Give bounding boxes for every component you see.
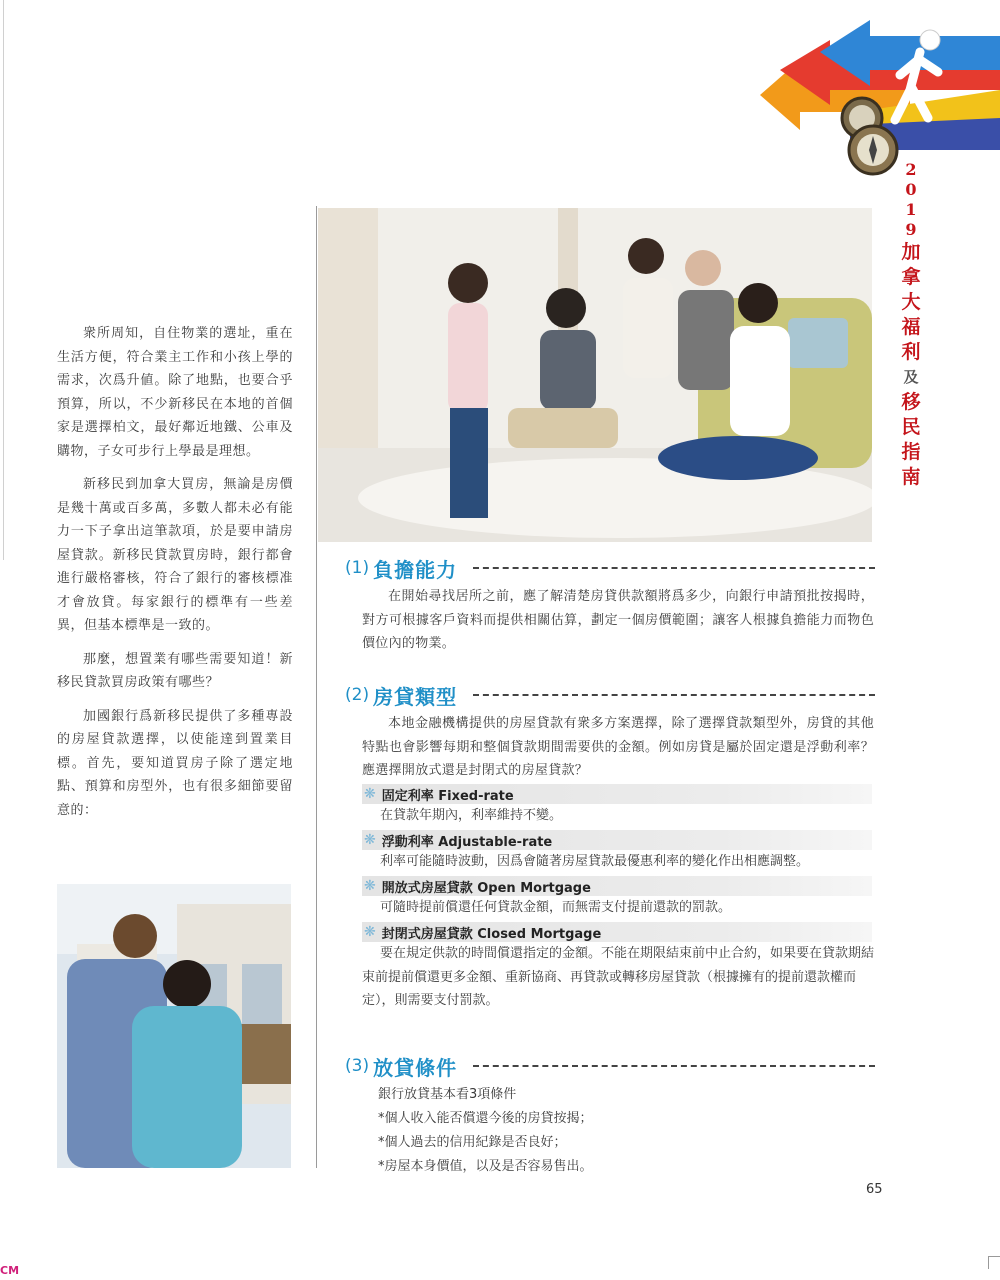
dashed-rule: [473, 567, 875, 569]
side-title-char: 民: [901, 416, 921, 438]
section-1-body: [362, 585, 874, 656]
section-2-heading: [345, 680, 875, 710]
side-year-digit: 2: [905, 160, 917, 179]
side-title-char: 移: [901, 391, 921, 413]
family-photo: [318, 208, 872, 542]
page-number: 65: [866, 1182, 883, 1197]
loan-type-label: 浮動利率 Adjustable-rate: [381, 834, 553, 850]
loan-type-desc: 要在規定供款的時間償還指定的金額。不能在期限結束前中止合約，如果要在貸款期結束前提前償還更多金額、重新協商、再貸款或轉移房屋貸款（根據擁有的提前還款權而定），則需要支付罰款。: [362, 946, 875, 1008]
left-paragraph: 新移民到加拿大買房，無論是房價是幾十萬或百多萬，多數人都未必有能力一下子拿出這筆款項，於是要申請房屋貸款。新移民貸款買房時，銀行都會進行嚴格審核，符合了銀行的審核標准才會放貸。每家銀行的標準有一些差異，但基本標準是一致的。: [57, 477, 293, 633]
print-mark-text: CM: [0, 1264, 20, 1277]
star-bullet-icon: ❋: [364, 786, 376, 802]
loan-type-label: 開放式房屋貸款 Open Mortgage: [381, 880, 591, 896]
star-bullet-icon: ❋: [364, 832, 376, 848]
side-title: [898, 160, 924, 490]
side-title-char: 拿: [901, 266, 921, 288]
section-number: (1): [345, 558, 370, 578]
section-paragraph: 本地金融機構提供的房屋貸款有衆多方案選擇，除了選擇貸款類型外，房貸的其他特點也會影響每期和整個貸款期間需要供的金額。例如房貸是屬於固定還是浮動利率？應選擇開放式還是封閉式的房屋貸款？: [362, 716, 874, 778]
side-year-digit: 1: [905, 200, 917, 219]
left-paragraph: 那麼，想置業有哪些需要知道！新移民貸款買房政策有哪些？: [57, 651, 293, 690]
dashed-rule: [473, 694, 875, 696]
section-number: (3): [345, 1056, 370, 1076]
section-1-heading: [345, 553, 875, 583]
side-title-char: 利: [901, 341, 921, 363]
condition-line: *個人過去的信用紀錄是否良好；: [378, 1135, 567, 1150]
header-arrows-illustration: [760, 0, 1000, 200]
section-title: 負擔能力: [373, 557, 458, 582]
section-paragraph: 在開始尋找居所之前，應了解清楚房貸供款額將爲多少，向銀行申請預批按揭時，對方可根據客戶資料而提供相關估算，劃定一個房價範圍；讓客人根據負擔能力而物色價位內的物業。: [362, 589, 874, 651]
left-paragraph: 衆所周知，自住物業的選址，重在生活方便，符合業主工作和小孩上學的需求，次爲升値。除了地點，也要合乎預算，所以，不少新移民在本地的首個家是選擇柏文，最好鄰近地鐵、公車及購物，子女可步行上學最是理想。: [57, 326, 293, 459]
side-title-char: 福: [901, 316, 921, 338]
side-title-char: 指: [901, 441, 921, 463]
couple-house-photo: [57, 884, 291, 1168]
left-paragraph: 加國銀行爲新移民提供了多種專設的房屋貸款選擇，以使能達到置業目標。首先，要知道買房子除了選定地點、預算和房型外，也有很多細節要留意的：: [57, 708, 293, 818]
loan-type-item: [362, 784, 872, 804]
loan-type-item: [362, 922, 872, 942]
loan-type-item: [362, 830, 872, 850]
side-year-digit: 9: [905, 220, 917, 239]
side-title-conj: 及: [903, 368, 919, 386]
section-title: 放貸條件: [373, 1055, 458, 1080]
section-3-heading: [345, 1051, 875, 1081]
condition-line: *個人收入能否償還今後的房貸按揭；: [378, 1111, 593, 1126]
loan-type-desc: 利率可能隨時波動，因爲會隨著房屋貸款最優惠利率的變化作出相應調整。: [380, 854, 810, 869]
page-edge-line: [3, 0, 4, 560]
section-title: 房貸類型: [373, 684, 458, 709]
loan-type-item: [362, 876, 872, 896]
column-divider: [316, 206, 317, 1168]
section-2-body: [362, 712, 874, 783]
star-bullet-icon: ❋: [364, 878, 376, 894]
side-title-char: 加: [901, 241, 921, 263]
condition-line: 銀行放貸基本看3項條件: [378, 1087, 517, 1102]
loan-type-label: 封閉式房屋貸款 Closed Mortgage: [381, 926, 602, 942]
loan-type-desc: 可隨時提前償還任何貸款金額，而無需支付提前還款的罰款。: [380, 900, 732, 915]
star-bullet-icon: ❋: [364, 924, 376, 940]
loan-type-label: 固定利率 Fixed-rate: [381, 788, 514, 804]
side-year-digit: 0: [905, 180, 917, 199]
condition-line: *房屋本身價值，以及是否容易售出。: [378, 1159, 593, 1174]
dashed-rule: [473, 1065, 875, 1067]
crop-mark: [988, 1256, 1000, 1269]
section-number: (2): [345, 685, 370, 705]
side-title-char: 大: [901, 291, 921, 313]
side-title-char: 南: [901, 466, 921, 488]
left-column-text: [57, 322, 293, 832]
loan-type-desc: 在貸款年期內，利率維持不變。: [380, 808, 563, 823]
